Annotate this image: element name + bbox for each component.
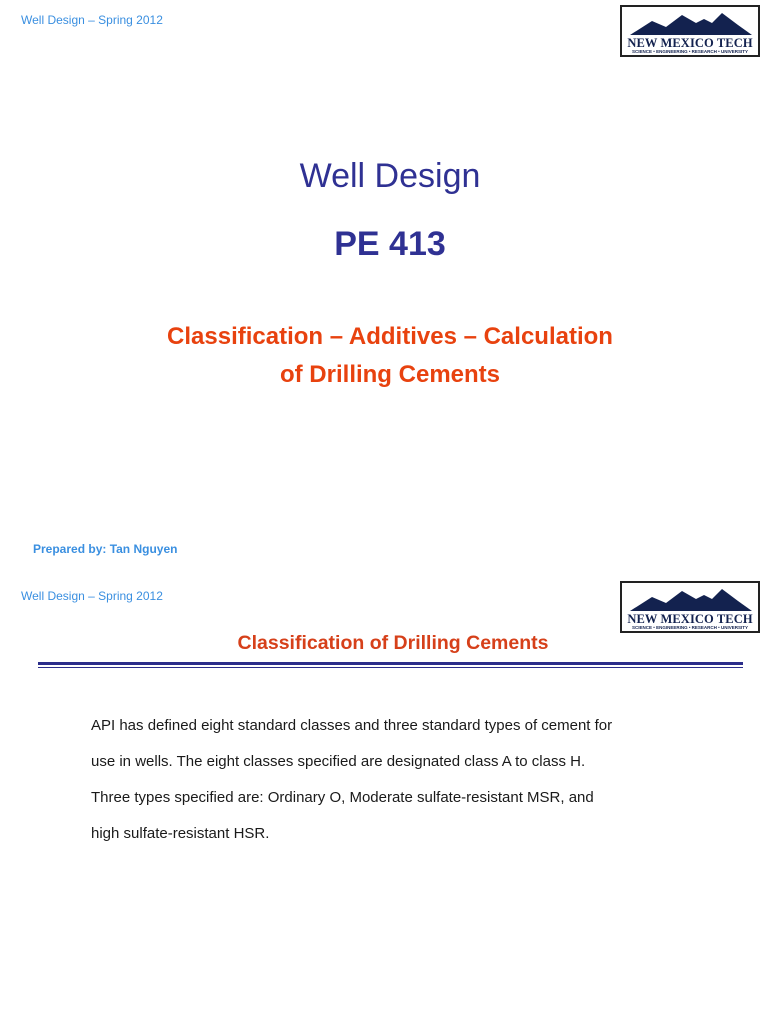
logo-name: NEW MEXICO TECH [627,36,753,50]
slide-title: Well Design [299,157,481,195]
logo-tagline: SCIENCE • ENGINEERING • RESEARCH • UNIVERSITY [632,625,748,630]
logo-tagline: SCIENCE • ENGINEERING • RESEARCH • UNIVERSITY [632,49,748,54]
body-line: API has defined eight standard classes and three standard types of cement for [91,717,613,734]
subtitle-line-1: Classification – Additives – Calculation [167,323,613,350]
logo-name: NEW MEXICO TECH [627,612,753,626]
body-line: high sulfate-resistant HSR. [91,825,270,842]
slide-header: Well Design – Spring 2012 [21,13,163,27]
slide-body [91,708,711,852]
title-divider [38,662,743,665]
prepared-by: Prepared by: Tan Nguyen [33,542,178,556]
slide-subtitle [0,318,768,394]
body-line: use in wells. The eight classes specified are designated class A to class H. [91,753,586,770]
content-slide [0,576,768,1024]
body-line: Three types specified are: Ordinary O, Moderate sulfate-resistant MSR, and [91,789,594,806]
mountain-logo-icon [622,7,758,37]
subtitle-line-2: of Drilling Cements [279,361,501,388]
slide-header: Well Design – Spring 2012 [21,589,163,603]
title-divider-thin [38,667,743,668]
new-mexico-tech-logo [620,5,760,57]
course-code: PE 413 [334,225,446,263]
new-mexico-tech-logo [620,581,760,633]
mountain-logo-icon [622,583,758,613]
slide-title: Classification of Drilling Cements [237,632,549,654]
